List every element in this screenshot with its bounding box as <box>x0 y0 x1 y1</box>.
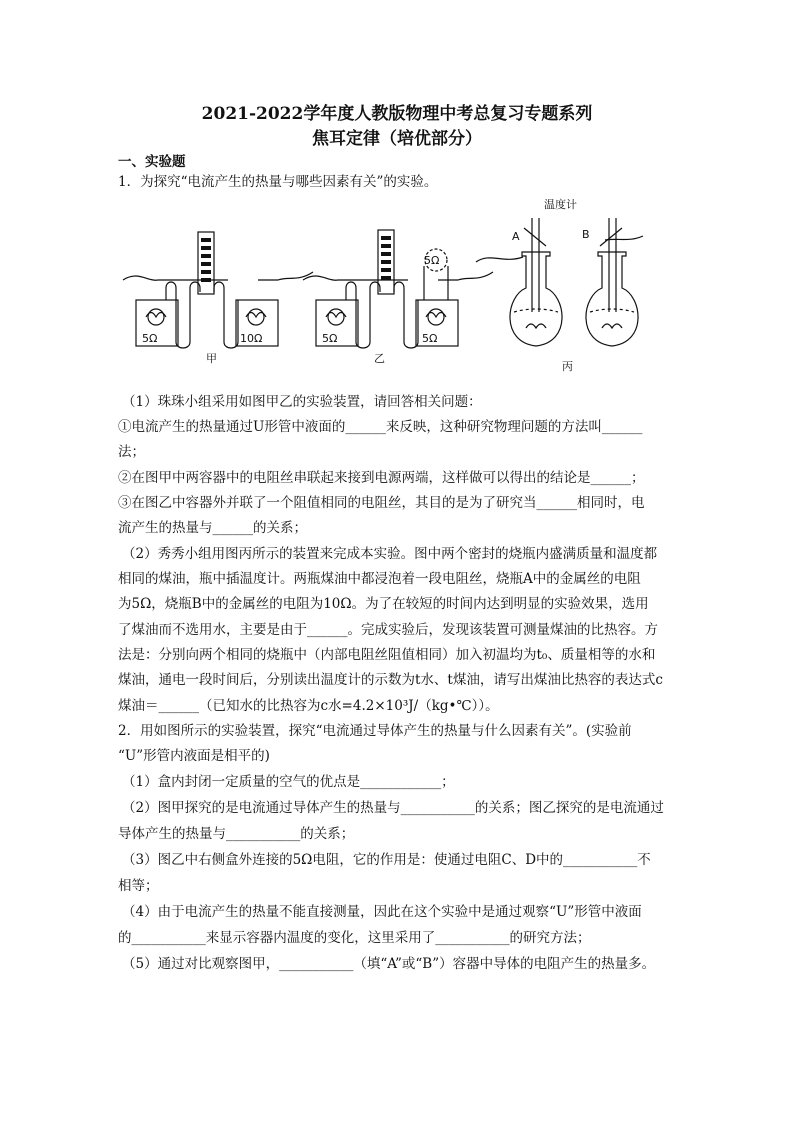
q1-part1-a-cont: 法； <box>118 444 145 460</box>
jia-right-resistance: 10Ω <box>240 332 263 345</box>
q1-part1: （1）珠珠小组采用如图甲乙的实验装置，请回答相关问题： <box>122 394 482 410</box>
experiment-figure <box>118 192 678 377</box>
q1-part2-l3: 为5Ω，烧瓶B中的金属丝的电阻为10Ω。为了在较短的时间内达到明显的实验效果，选用 <box>118 596 649 612</box>
q1-part1-c-cont: 流产生的热量与______的关系； <box>118 520 307 536</box>
q1-part1-a: ①电流产生的热量通过U形管中液面的______来反映，这种研究物理问题的方法叫______ <box>118 419 643 435</box>
q2-part5: （5）通过对比观察图甲，___________（填“A”或“B”）容器中导体的电阻产生的热量多。 <box>122 956 656 972</box>
jia-left-resistance: 5Ω <box>142 332 158 345</box>
yi-right-resistance: 5Ω <box>422 332 438 345</box>
q2-part2: （2）图甲探究的是电流通过导体产生的热量与___________的关系；图乙探究的是电流通过 <box>122 800 664 816</box>
caption-bing: 丙 <box>562 360 573 373</box>
thermometer-label: 温度计 <box>544 198 577 211</box>
caption-jia: 甲 <box>206 352 217 365</box>
question-2-stem-cont: “U”形管内液面是相平的) <box>118 748 270 764</box>
doc-title: 2021-2022学年度人教版物理中考总复习专题系列 <box>201 104 593 124</box>
flask-b-label: B <box>582 228 590 241</box>
yi-left-resistance: 5Ω <box>322 332 338 345</box>
q2-part2-cont: 导体产生的热量与___________的关系； <box>118 826 355 842</box>
section-heading: 一、实验题 <box>118 154 186 170</box>
q1-part2-l7: 煤油＝______（已知水的比热容为c水=4.2×10³J/（kg•℃））。 <box>118 698 499 714</box>
caption-yi: 乙 <box>374 352 385 365</box>
doc-subtitle: 焦耳定律（培优部分） <box>312 129 482 149</box>
q1-part2-l4: 了煤油而不选用水，主要是由于______。完成实验后，发现该装置可测量煤油的比热容。方 <box>118 622 658 638</box>
q2-part3-cont: 相等； <box>118 878 159 894</box>
q2-part4-cont: 的___________来显示容器内温度的变化，这里采用了___________的研究方法； <box>118 930 591 946</box>
q1-part2-l6: 煤油，通电一段时间后，分别读出温度计的示数为t水、t煤油，请写出煤油比热容的表达式c <box>118 672 663 688</box>
question-2-stem: 2．用如图所示的实验装置，探究“电流通过导体产生的热量与什么因素有关”。(实验前 <box>118 723 632 739</box>
q1-part2-l5: 法是：分别向两个相同的烧瓶中（内部电阻丝阻值相同）加入初温均为t₀、质量相等的水和 <box>118 647 656 663</box>
q2-part3: （3）图乙中右侧盒外连接的5Ω电阻，它的作用是：使通过电阻C、D中的___________不 <box>122 852 651 868</box>
yi-parallel-resistance: 5Ω <box>424 254 440 267</box>
q1-part2-l2: 相同的煤油，瓶中插温度计。两瓶煤油中都浸泡着一段电阻丝，烧瓶A中的金属丝的电阻 <box>118 571 641 587</box>
q2-part1: （1）盒内封闭一定质量的空气的优点是____________； <box>122 774 455 790</box>
q1-part2: （2）秀秀小组用图丙所示的装置来完成本实验。图中两个密封的烧瓶内盛满质量和温度都 <box>122 546 658 562</box>
q1-part1-b: ②在图甲中两容器中的电阻丝串联起来接到电源两端，这样做可以得出的结论是______； <box>118 470 645 486</box>
question-1-stem: 1．为探究“电流产生的热量与哪些因素有关”的实验。 <box>118 174 438 190</box>
flask-a-label: A <box>512 230 520 243</box>
q2-part4: （4）由于电流产生的热量不能直接测量，因此在这个实验中是通过观察“U”形管中液面 <box>122 904 642 920</box>
q1-part1-c: ③在图乙中容器外并联了一个阻值相同的电阻丝，其目的是为了研究当______相同时，电 <box>118 495 645 511</box>
